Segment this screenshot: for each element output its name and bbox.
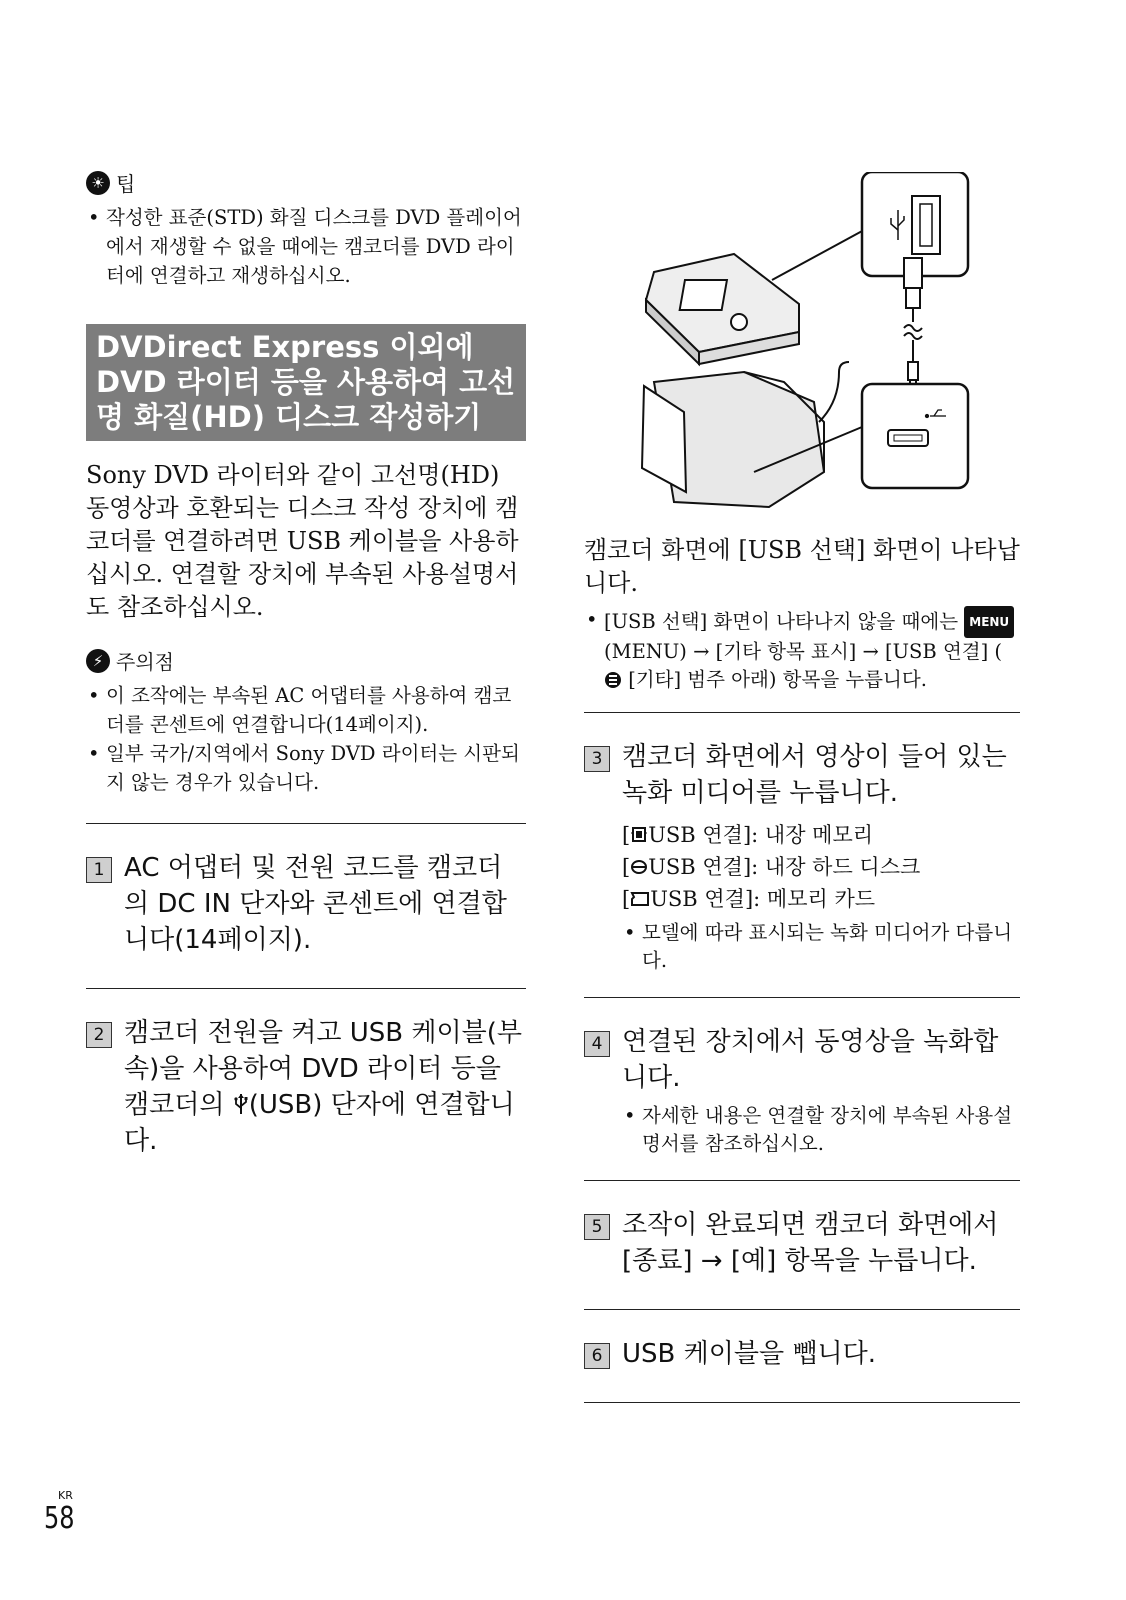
- dvd-writer-image: [646, 254, 799, 364]
- step-title: 캠코더 화면에서 영상이 들어 있는 녹화 미디어를 누릅니다.: [622, 742, 1007, 808]
- usb-select-notes: [584, 606, 1020, 694]
- caution-heading: [86, 646, 526, 675]
- step-note: • 자세한 내용은 연결할 장치에 부속된 사용설명서를 참조하십시오.: [622, 1102, 1020, 1158]
- note-text: (MENU) → [기타 항목 표시] → [USB 연결] (: [604, 640, 1003, 663]
- usb-icon: [233, 1092, 249, 1116]
- note-text: [USB 선택] 화면이 나타나지 않을 때에는: [604, 610, 965, 633]
- media-option-text: USB 연결]: 메모리 카드: [650, 887, 876, 911]
- tip-list: [86, 203, 526, 290]
- divider: [584, 1402, 1020, 1403]
- other-category-icon: [604, 671, 622, 689]
- step-title: USB 케이블을 뺍니다.: [622, 1339, 876, 1369]
- step-number: 6: [584, 1343, 610, 1369]
- step-4: [584, 998, 1020, 1180]
- step-title: 연결된 장치에서 동영상을 녹화합니다.: [622, 1027, 999, 1093]
- section-title-line: 명 화질(HD) 디스크 작성하기: [96, 400, 482, 434]
- section-title-line: DVDirect Express 이외에: [96, 330, 474, 364]
- step-title: 조작이 완료되면 캠코더 화면에서 [종료] → [예] 항목을 누릅니다.: [622, 1210, 999, 1276]
- step-number: 3: [584, 746, 610, 772]
- step-number: 4: [584, 1031, 610, 1057]
- step-6: [584, 1310, 1020, 1402]
- caution-item: • 이 조작에는 부속된 AC 어댑터를 사용하여 캠코더를 콘센트에 연결합니다(14페이지).: [86, 681, 526, 739]
- step-1: [86, 824, 526, 988]
- caution-list: [86, 681, 526, 797]
- usb-select-note: [584, 606, 1020, 694]
- section-body: Sony DVD 라이터와 같이 고선명(HD) 동영상과 호환되는 디스크 작성 장치에 캠코더를 연결하려면 USB 케이블을 사용하십시오. 연결할 장치에 부속된 사용설명서도 참조하십시오.: [86, 461, 519, 621]
- left-column: [86, 168, 526, 1189]
- internal-memory-icon: [630, 825, 648, 845]
- media-options: [622, 819, 1020, 915]
- media-option-hdd: [ USB 연결]: 내장 하드 디스크: [622, 855, 921, 879]
- right-column: [584, 172, 1020, 1403]
- note-text: [기타] 범주 아래) 항목을 누릅니다.: [622, 668, 927, 691]
- media-option-text: USB 연결]: 내장 하드 디스크: [648, 855, 921, 879]
- step-5: [584, 1181, 1020, 1309]
- step-title-part: 캠코더 전원을 켜고 USB 케이블(부속)을 사용하여 DVD 라이터 등을 캠코더의: [124, 1018, 522, 1120]
- page-number: [44, 1484, 82, 1535]
- tip-heading: [86, 168, 526, 197]
- step-title-part: (USB) 단자에 연결합니다.: [124, 1090, 515, 1156]
- connection-illustration: [584, 172, 984, 512]
- media-option-card: [ USB 연결]: 메모리 카드: [622, 887, 876, 911]
- caution-item: • 일부 국가/지역에서 Sony DVD 라이터는 시판되지 않는 경우가 있습니다.: [86, 739, 526, 797]
- section-title-line: DVD 라이터 등을 사용하여 고선: [96, 365, 516, 399]
- tip-item: • 작성한 표준(STD) 화질 디스크를 DVD 플레이어에서 재생할 수 없을 때에는 캠코더를 DVD 라이터에 연결하고 재생하십시오.: [86, 203, 526, 290]
- page-region: KR: [58, 1489, 73, 1502]
- memory-card-icon: [630, 889, 650, 909]
- step-3: [584, 713, 1020, 997]
- step-number: 5: [584, 1214, 610, 1240]
- tip-label: 팁: [116, 172, 136, 196]
- hard-disk-icon: [630, 857, 648, 877]
- step-3-notes: [622, 919, 1020, 975]
- step-4-notes: [622, 1102, 1020, 1158]
- media-option-internal: [ USB 연결]: 내장 메모리: [622, 823, 874, 847]
- step-number: 1: [86, 857, 112, 883]
- usb-select-caption: 캠코더 화면에 [USB 선택] 화면이 나타납니다.: [584, 536, 1020, 597]
- step-2: [86, 989, 526, 1189]
- page-digits: 58: [44, 1501, 75, 1536]
- caution-icon: ⚡: [86, 649, 110, 673]
- step-note: • 모델에 따라 표시되는 녹화 미디어가 다릅니다.: [622, 919, 1020, 975]
- menu-button-icon: MENU: [964, 606, 1014, 638]
- caution-label: 주의점: [116, 650, 174, 674]
- section-title: [86, 324, 526, 441]
- step-number: 2: [86, 1022, 112, 1048]
- camcorder-image: [642, 362, 849, 507]
- step-title: [124, 1015, 526, 1159]
- lightbulb-icon: ☀: [86, 171, 110, 195]
- media-option-text: USB 연결]: 내장 메모리: [648, 823, 874, 847]
- usb-cable: [904, 258, 922, 388]
- step-title: AC 어댑터 및 전원 코드를 캠코더의 DC IN 단자와 콘센트에 연결합니다(14페이지).: [124, 853, 507, 955]
